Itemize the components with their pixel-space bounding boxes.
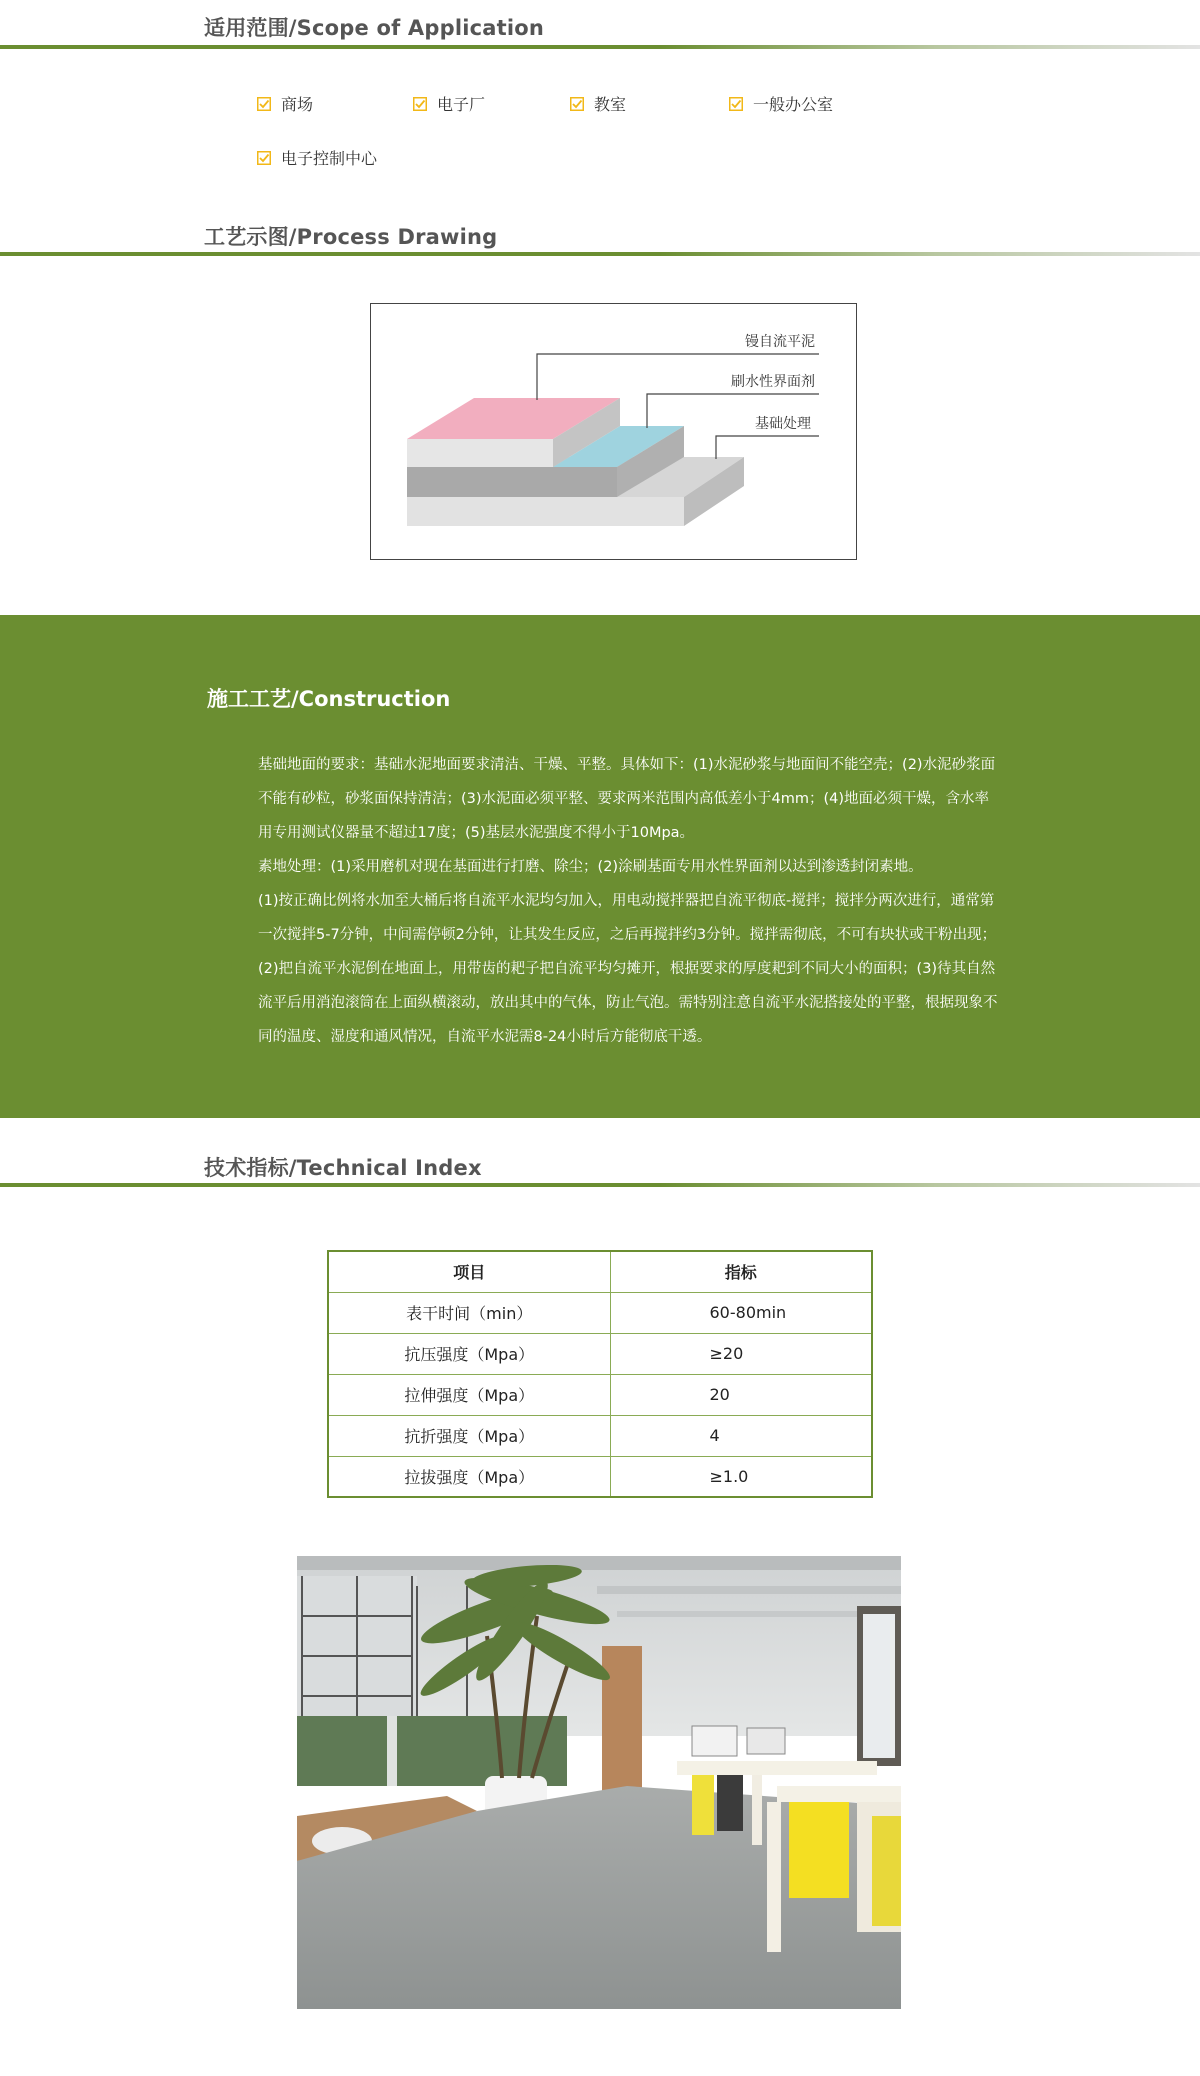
- table-cell-value: 4: [610, 1415, 872, 1456]
- desk-cabinet-yellow: [789, 1802, 849, 1898]
- scope-item-label: 一般办公室: [753, 95, 834, 114]
- construction-body: [258, 748, 1003, 1054]
- partition-post: [387, 1716, 397, 1786]
- layer-label: 基础处理: [755, 416, 811, 432]
- table-header-cell: 项目: [328, 1251, 610, 1292]
- scope-item: [570, 92, 626, 115]
- construction-paragraph: (1)按正确比例将水加至大桶后将自流平水泥均匀加入，用电动搅拌器把自流平彻底-搅拌；搅拌分两次进行，通常第一次搅拌5-7分钟，中间需停顿2分钟，让其发生反应，之后再搅拌约3分钟。搅拌需彻底，不可有块状或干粉出现；(2)把自流平水泥倒在地面上，用带齿的耙子把自流平均匀摊开，根据要求的厚度耙到不同大小的面积；(3)待其自然流平后用消泡滚筒在上面纵横滚动，放出其中的气体，防止气泡。需特别注意自流平水泥搭接处的平整，根据现象不同的温度、湿度和通风情况，自流平水泥需8-24小时后方能彻底干透。: [258, 893, 998, 1045]
- desk-cabinet-yellow: [872, 1816, 901, 1926]
- scope-item-label: 电子控制中心: [281, 149, 378, 168]
- layer-label: 刷水性界面剂: [731, 374, 815, 390]
- checkbox-checked-icon: [570, 97, 584, 111]
- wood-column: [602, 1646, 642, 1806]
- table-cell-value: 60-80min: [610, 1292, 872, 1333]
- table-cell-item: 拉拔强度（Mpa）: [328, 1456, 610, 1497]
- office-scene-illustration: [297, 1556, 901, 2009]
- desk-top: [677, 1761, 877, 1775]
- window-glass: [863, 1614, 895, 1758]
- top-layer-front: [407, 439, 553, 467]
- desk-top: [777, 1786, 901, 1802]
- table-row: [328, 1292, 872, 1333]
- table-cell-item: 拉伸强度（Mpa）: [328, 1374, 610, 1415]
- desk-cabinet-yellow: [692, 1775, 714, 1835]
- table-row: [328, 1333, 872, 1374]
- technical-index-table: [327, 1250, 873, 1498]
- construction-paragraph: 素地处理：(1)采用磨机对现在基面进行打磨、除尘；(2)涂刷基面专用水性界面剂以达到渗透封闭素地。: [258, 859, 923, 875]
- scope-item: [413, 92, 485, 115]
- table-row: [328, 1456, 872, 1497]
- construction-section: [0, 615, 1200, 1118]
- table-cell-item: 抗折强度（Mpa）: [328, 1415, 610, 1456]
- table-row: [328, 1415, 872, 1456]
- construction-title: 施工工艺/Construction: [207, 687, 451, 711]
- desk-leg: [752, 1775, 762, 1845]
- table-cell-value: ≥20: [610, 1333, 872, 1374]
- scope-item: [729, 92, 833, 115]
- green-partition: [297, 1716, 567, 1786]
- desk-leg: [767, 1802, 781, 1952]
- checkbox-checked-icon: [257, 97, 271, 111]
- process-divider: [0, 252, 1200, 256]
- checkbox-checked-icon: [257, 151, 271, 165]
- table-cell-item: 抗压强度（Mpa）: [328, 1333, 610, 1374]
- table-cell-item: 表干时间（min）: [328, 1292, 610, 1333]
- technical-title: 技术指标/Technical Index: [204, 1156, 482, 1180]
- table-header-row: [328, 1251, 872, 1292]
- ceiling-beam: [297, 1556, 901, 1570]
- monitor: [747, 1728, 785, 1754]
- base-layer-front: [407, 497, 684, 526]
- office-floor-photo: [297, 1556, 901, 2009]
- table-header-cell: 指标: [610, 1251, 872, 1292]
- checkbox-checked-icon: [413, 97, 427, 111]
- process-drawing: [370, 303, 857, 560]
- leader-line: [716, 436, 819, 459]
- checkbox-checked-icon: [729, 97, 743, 111]
- drawer-unit: [717, 1775, 743, 1831]
- table-row: [328, 1374, 872, 1415]
- construction-paragraph: 基础地面的要求：基础水泥地面要求清洁、干燥、平整。具体如下：(1)水泥砂浆与地面间不能空壳；(2)水泥砂浆面不能有砂粒，砂浆面保持清洁；(3)水泥面必须平整、要求两米范围内高低差小于4mm；(4)地面必须干燥，含水率用专用测试仪器量不超过17度；(5)基层水泥强度不得小于10Mpa。: [258, 757, 996, 841]
- scope-item-label: 商场: [281, 95, 314, 114]
- layer-diagram: [371, 304, 858, 561]
- middle-layer-front: [407, 467, 617, 497]
- scope-title: 适用范围/Scope of Application: [204, 16, 545, 40]
- table-cell-value: 20: [610, 1374, 872, 1415]
- process-title: 工艺示图/Process Drawing: [204, 225, 498, 249]
- scope-item-label: 电子厂: [437, 95, 486, 114]
- table-cell-value: ≥1.0: [610, 1456, 872, 1497]
- monitor: [692, 1726, 737, 1756]
- scope-item-label: 教室: [594, 95, 627, 114]
- layer-label: 镘自流平泥: [745, 334, 815, 350]
- scope-divider: [0, 45, 1200, 49]
- technical-divider: [0, 1183, 1200, 1187]
- ceiling-duct: [597, 1586, 901, 1594]
- scope-item: [257, 146, 377, 169]
- scope-item: [257, 92, 313, 115]
